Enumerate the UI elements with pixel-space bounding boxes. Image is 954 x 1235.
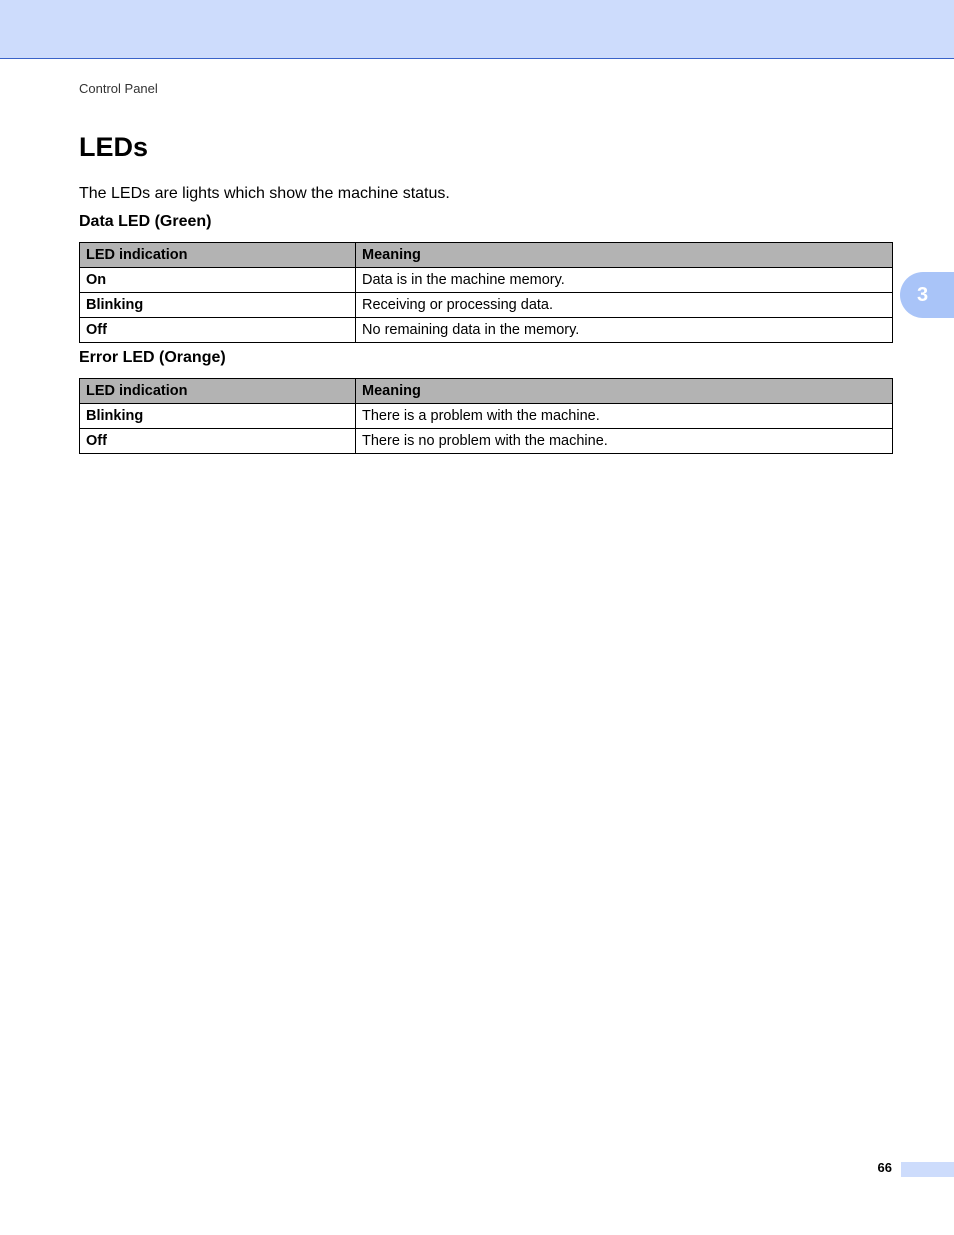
column-header-led-indication: LED indication bbox=[80, 243, 356, 268]
data-led-heading: Data LED (Green) bbox=[79, 213, 212, 230]
page-number-bar bbox=[901, 1162, 954, 1177]
error-led-table bbox=[79, 378, 893, 454]
led-indication-cell: On bbox=[80, 268, 356, 293]
data-led-table bbox=[79, 242, 893, 343]
page-number: 66 bbox=[877, 1160, 892, 1175]
error-led-heading: Error LED (Orange) bbox=[79, 349, 226, 366]
meaning-cell: Receiving or processing data. bbox=[356, 293, 893, 318]
column-header-led-indication: LED indication bbox=[80, 379, 356, 404]
page-title: LEDs bbox=[79, 132, 149, 162]
meaning-cell: There is no problem with the machine. bbox=[356, 429, 893, 454]
led-indication-cell: Off bbox=[80, 318, 356, 343]
table-header-row bbox=[80, 379, 893, 404]
intro-paragraph: The LEDs are lights which show the machine status. bbox=[79, 185, 450, 202]
header-band bbox=[0, 0, 954, 59]
chapter-tab: 3 bbox=[900, 272, 954, 318]
running-header: Control Panel bbox=[79, 81, 158, 96]
table-row bbox=[80, 293, 893, 318]
table-row bbox=[80, 404, 893, 429]
meaning-cell: There is a problem with the machine. bbox=[356, 404, 893, 429]
led-indication-cell: Off bbox=[80, 429, 356, 454]
table-row bbox=[80, 318, 893, 343]
led-indication-cell: Blinking bbox=[80, 293, 356, 318]
meaning-cell: Data is in the machine memory. bbox=[356, 268, 893, 293]
led-indication-cell: Blinking bbox=[80, 404, 356, 429]
table-row bbox=[80, 429, 893, 454]
table-header-row bbox=[80, 243, 893, 268]
meaning-cell: No remaining data in the memory. bbox=[356, 318, 893, 343]
table-row bbox=[80, 268, 893, 293]
column-header-meaning: Meaning bbox=[356, 379, 893, 404]
column-header-meaning: Meaning bbox=[356, 243, 893, 268]
